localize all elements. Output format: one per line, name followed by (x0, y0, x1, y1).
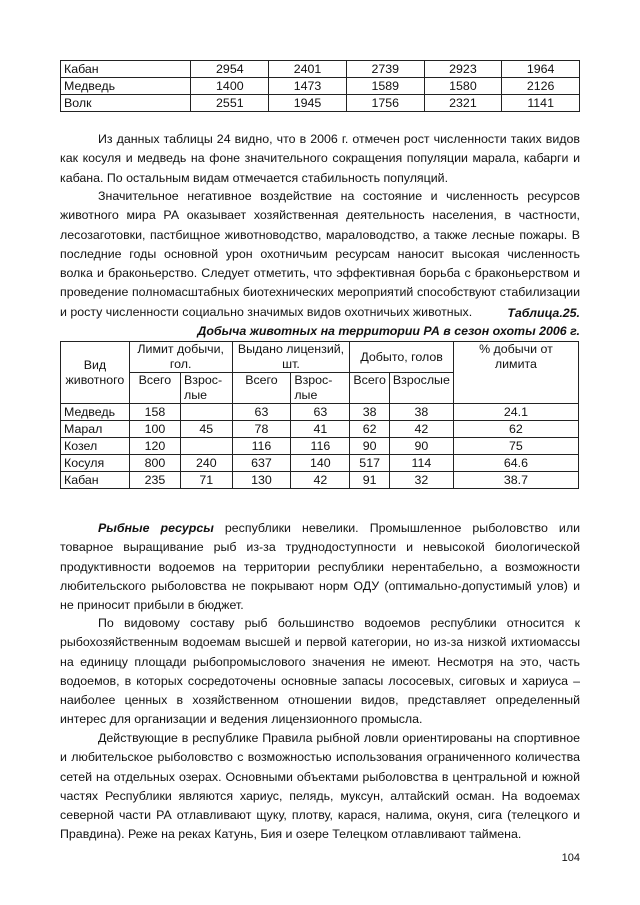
value-cell: 2321 (424, 95, 502, 112)
value-cell: 71 (181, 472, 233, 489)
paragraph-water-bodies: По видовому составу рыб большинство водоемов республики относится к рыбохозяйственным водоемам высшей и первой категории, но из-за низкой ихтиомассы на единицу площади рыбопромыслового значения не имеют. Несмотря на это, часть водоемов, в которых сосредоточены основные запасы лососевых, сиговых и хариуса – наиболее ценных в хозяйственном отношении видов, представляет определенный интерес для организации и ведения лицензионного промысла. (60, 616, 580, 727)
value-cell: 2739 (346, 61, 424, 78)
value-cell: 140 (291, 455, 350, 472)
header-licenses-total: Всего (232, 373, 291, 404)
page-number: 104 (561, 852, 580, 864)
species-cell: Медведь (61, 78, 191, 95)
value-cell: 45 (181, 421, 233, 438)
table-row (61, 95, 580, 112)
species-cell: Кабан (61, 61, 191, 78)
value-cell: 1964 (502, 61, 580, 78)
value-cell: 38 (350, 404, 390, 421)
value-cell: 32 (389, 472, 453, 489)
value-cell: 2923 (424, 61, 502, 78)
value-cell: 637 (232, 455, 291, 472)
value-cell: 1756 (346, 95, 424, 112)
value-cell: 91 (350, 472, 390, 489)
value-cell: 1945 (269, 95, 347, 112)
value-cell: 90 (389, 438, 453, 455)
value-cell: 1400 (191, 78, 269, 95)
table-title: Добыча животных на территории РА в сезон охоты 2006 г. (197, 324, 580, 338)
species-cell: Косуля (61, 455, 130, 472)
population-table-body (61, 61, 580, 112)
value-cell: 100 (129, 421, 180, 438)
hunting-harvest-table-body (61, 404, 579, 489)
value-cell: 24.1 (453, 404, 578, 421)
header-limit-adults: Взрос-лые (181, 373, 233, 404)
value-cell: 42 (389, 421, 453, 438)
paragraph-population-trend: Из данных таблицы 24 видно, что в 2006 г. отмечен рост численности таких видов как косуля и медведь на фоне значительного сокращения популяции марала, кабарги и кабана. По остальным видам отмечается стабильность популяций. (60, 132, 580, 185)
value-cell: 38.7 (453, 472, 578, 489)
value-cell: 38 (389, 404, 453, 421)
value-cell: 63 (232, 404, 291, 421)
population-table (60, 60, 580, 112)
value-cell: 1589 (346, 78, 424, 95)
value-cell: 240 (181, 455, 233, 472)
value-cell: 235 (129, 472, 180, 489)
value-cell: 2126 (502, 78, 580, 95)
value-cell: 158 (129, 404, 180, 421)
value-cell: 42 (291, 472, 350, 489)
table-row (61, 438, 579, 455)
header-percent: % добычи от лимита (453, 342, 578, 404)
species-cell: Козел (61, 438, 130, 455)
table-row (61, 472, 579, 489)
value-cell: 2401 (269, 61, 347, 78)
hunting-harvest-table (60, 341, 579, 489)
value-cell: 800 (129, 455, 180, 472)
table-row (61, 61, 580, 78)
value-cell: 62 (350, 421, 390, 438)
value-cell: 1473 (269, 78, 347, 95)
value-cell (181, 404, 233, 421)
value-cell: 114 (389, 455, 453, 472)
table-row (61, 455, 579, 472)
table-row (61, 421, 579, 438)
value-cell: 2954 (191, 61, 269, 78)
value-cell: 62 (453, 421, 578, 438)
header-limit: Лимит добычи, гол. (129, 342, 232, 373)
value-cell: 41 (291, 421, 350, 438)
species-cell: Волк (61, 95, 191, 112)
paragraph-negative-impact: Значительное негативное воздействие на состояние и численность ресурсов животного мира РА оказывает хозяйственная деятельность населения, в частности, лесозаготовки, пастбищное животноводство, мараловодство, а также лесные пожары. В последние годы основной урон охотничьим ресурсам наносит высокая численность волка и браконьерство. Следует отметить, что эффективная борьба с браконьерством и проведение полномасштабных биотехнических мероприятий способствуют стабилизации и росту численности социально значимых видов охотничьих животных. (60, 189, 580, 319)
header-harvested-adults: Взрослые (389, 373, 453, 404)
header-harvested: Добыто, голов (350, 342, 453, 373)
header-licenses: Выдано лицензий, шт. (232, 342, 350, 373)
value-cell: 63 (291, 404, 350, 421)
value-cell: 1141 (502, 95, 580, 112)
header-limit-total: Всего (129, 373, 180, 404)
table-row (61, 404, 579, 421)
value-cell: 78 (232, 421, 291, 438)
value-cell: 75 (453, 438, 578, 455)
value-cell: 517 (350, 455, 390, 472)
value-cell: 90 (350, 438, 390, 455)
value-cell: 2551 (191, 95, 269, 112)
table-label: Таблица.25. (507, 306, 580, 320)
paragraph-fish-resources (60, 519, 580, 615)
table-row (61, 78, 580, 95)
value-cell: 120 (129, 438, 180, 455)
value-cell: 130 (232, 472, 291, 489)
species-cell: Марал (61, 421, 130, 438)
header-licenses-adults: Взрос-лые (291, 373, 350, 404)
species-cell: Кабан (61, 472, 130, 489)
species-cell: Медведь (61, 404, 130, 421)
value-cell: 64.6 (453, 455, 578, 472)
header-species: Вид животного (61, 342, 130, 404)
value-cell (181, 438, 233, 455)
value-cell: 116 (291, 438, 350, 455)
paragraph-fishing-rules: Действующие в республике Правила рыбной ловли ориентированы на спортивное и любительское рыболовство с возможностью использования ограниченного количества сетей на отдельных озерах. Основными объектами рыболовства в центральной и южной частях Республики являются хариус, пелядь, муксун, алтайский осман. На водоемах северной части РА отлавливают щуку, плотву, карася, налима, окуня, сига (телецкого и Правдина). Реже на реках Катунь, Бия и озере Телецком отлавливают таймена. (60, 731, 580, 842)
value-cell: 1580 (424, 78, 502, 95)
header-harvested-total: Всего (350, 373, 390, 404)
fish-resources-lead: Рыбные ресурсы (98, 521, 214, 535)
value-cell: 116 (232, 438, 291, 455)
fish-resources-text: республики невелики. Промышленное рыболовство или товарное выращивание рыб из-за труднодоступности и невысокой биологической продуктивности водоемов на территории республики нерентабельно, а возможности любительского рыболовства не покрывают норм ОДУ (оптимально-допустимый улов) и не приносит прибыли в бюджет. (60, 521, 580, 613)
